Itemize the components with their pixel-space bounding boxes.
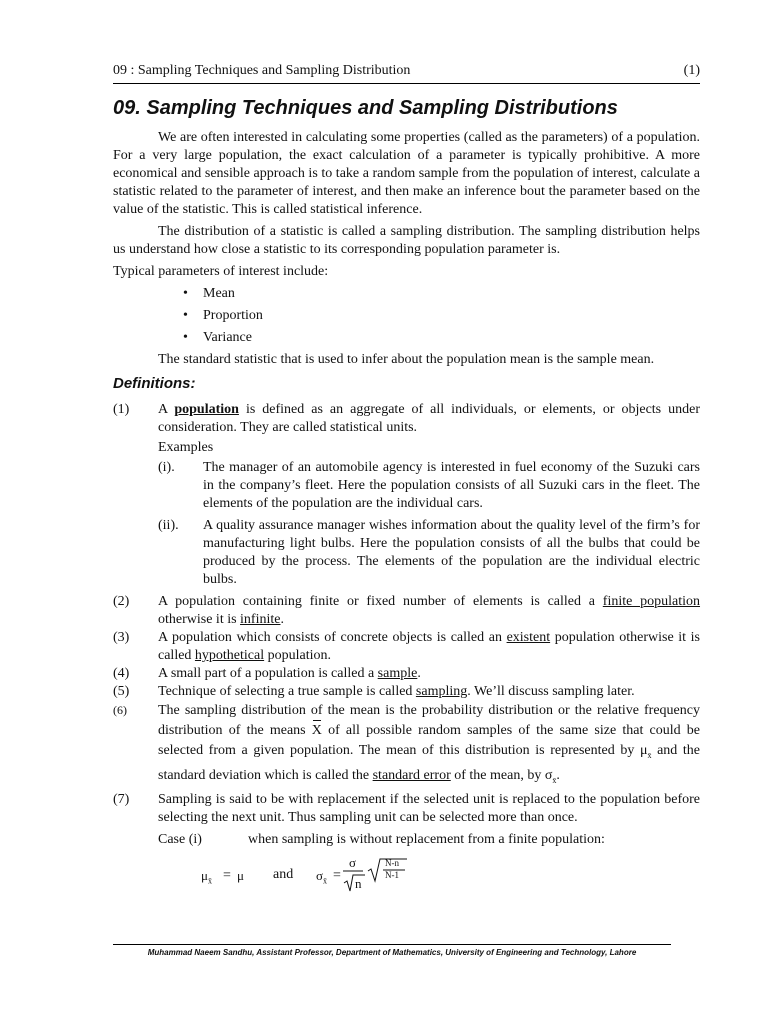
term-standard-error: standard error — [372, 767, 451, 783]
formula-sigma-xbar: $\sigma_{x̄}$ — [316, 867, 328, 886]
fraction-numerator: N-n — [385, 857, 399, 868]
intro-paragraph-4: The standard statistic that is used to infer about the population mean is the sample mean. — [158, 352, 655, 367]
definition-2: (2) A population containing finite or fixed number of elements is called a finite population otherwise it is infinite. — [113, 594, 701, 627]
definition-1: (1) A population is defined as an aggregate of all individuals, or elements, or objects under consideration. They are called statistical units. Examples — [113, 402, 701, 455]
running-header — [113, 62, 700, 84]
term-finite-population: finite population — [602, 594, 701, 609]
chapter-title: 09. Sampling Techniques and Sampling Distributions — [113, 97, 618, 119]
term-infinite: infinite — [240, 612, 281, 627]
term-existent: existent — [506, 630, 551, 645]
list-item: • Proportion — [183, 308, 263, 323]
example-2: (ii). A quality assurance manager wishes information about the quality level of the firm’s for manufacturing light bulbs. Here the population consists of all the bulbs that could be produced by the process. The elements of the population are the individual electric bulbs. — [158, 518, 700, 587]
x-bar-symbol: X — [312, 721, 322, 741]
list-item: • Variance — [183, 330, 252, 345]
term-sample: sample — [377, 666, 418, 681]
list-item: • Mean — [183, 286, 235, 301]
formula-mu: $\mu_{x̄}$ — [201, 867, 212, 886]
parameters-list — [113, 285, 700, 347]
formula-sigma-numerator: σ — [349, 854, 357, 870]
examples-label: Examples — [158, 440, 214, 455]
example-1: (i). The manager of an automobile agency is interested in fuel economy of the Suzuki cars in the company’s fleet. Here the population consists of all Suzuki cars in the fleet. The elements of the population are the individual cars. — [158, 460, 700, 511]
bullet-icon: • — [183, 286, 188, 301]
mu-symbol: $\mu_{x̄}$ — [639, 743, 652, 760]
intro-paragraph-3: Typical parameters of interest include: — [113, 264, 329, 279]
definition-6: (6) The sampling distribution of the mean is the probability distribution or the relative frequency distribution of the means X of all possible random samples of the same size that could be selected from a given population. The mean of this distribution is represented by $\mu_{x̄}$ and the standard deviation which is called the standard error of the mean, by $\sigma_{x̄}$. — [113, 703, 700, 785]
definition-7: (7) Sampling is said to be with replacement if the selected unit is replaced to the population before selecting the next unit. Thus sampling unit can be selected more than once. — [113, 791, 700, 825]
definition-number: (1) — [113, 402, 130, 417]
header-page-number: (1) — [683, 63, 700, 78]
case-line — [113, 831, 700, 849]
page-footer: Muhammad Naeem Sandhu, Assistant Professor, Department of Mathematics, University of Engineering and Technology, Lahore — [113, 944, 671, 957]
definition-5: (5) Technique of selecting a true sample is called sampling. We’ll discuss sampling later. — [113, 684, 635, 699]
example-number: (ii). — [158, 518, 179, 533]
formula-and: and — [273, 866, 294, 882]
definition-3: (3) A population which consists of concrete objects is called an existent population otherwise it is called hypothetical population. — [113, 630, 700, 663]
term-sampling: sampling — [415, 684, 468, 699]
term-population: population — [174, 402, 239, 417]
definition-4: (4) A small part of a population is called a sample. — [113, 666, 421, 681]
case-label: Case (i) — [158, 831, 202, 847]
term-hypothetical: hypothetical — [194, 648, 265, 663]
intro-paragraph-1: We are often interested in calculating some properties (called as the parameters) of a population. For a very large population, the exact calculation of a parameter is typically prohibitive. A more economical and sensible approach is to take a random sample from the population of interest, calculate a statistic related to the parameter of interest, and then make an inference bout the parameter based on the value of the statistic. This is called statistical inference. — [113, 130, 700, 217]
intro-paragraph-2: The distribution of a statistic is called a sampling distribution. The sampling distribution helps us understand how close a statistic to its corresponding population parameter is. — [113, 224, 700, 257]
case-text: when sampling is without replacement from a finite population: — [248, 831, 605, 847]
bullet-icon: • — [183, 330, 188, 345]
header-chapter-title: 09 : Sampling Techniques and Sampling Distribution — [113, 63, 411, 78]
standard-error-formula: $\mu_{x̄}$ = μ and $\sigma_{x̄}$ = σ n N-n N-1 — [113, 855, 700, 895]
formula-n: n — [355, 875, 362, 891]
fraction-denominator: N-1 — [385, 869, 399, 880]
document-page — [113, 62, 700, 895]
sigma-symbol: $\sigma_{x̄}$ — [544, 767, 557, 785]
bullet-icon: • — [183, 308, 188, 323]
definitions-heading: Definitions: — [113, 375, 196, 392]
example-number: (i). — [158, 460, 175, 475]
